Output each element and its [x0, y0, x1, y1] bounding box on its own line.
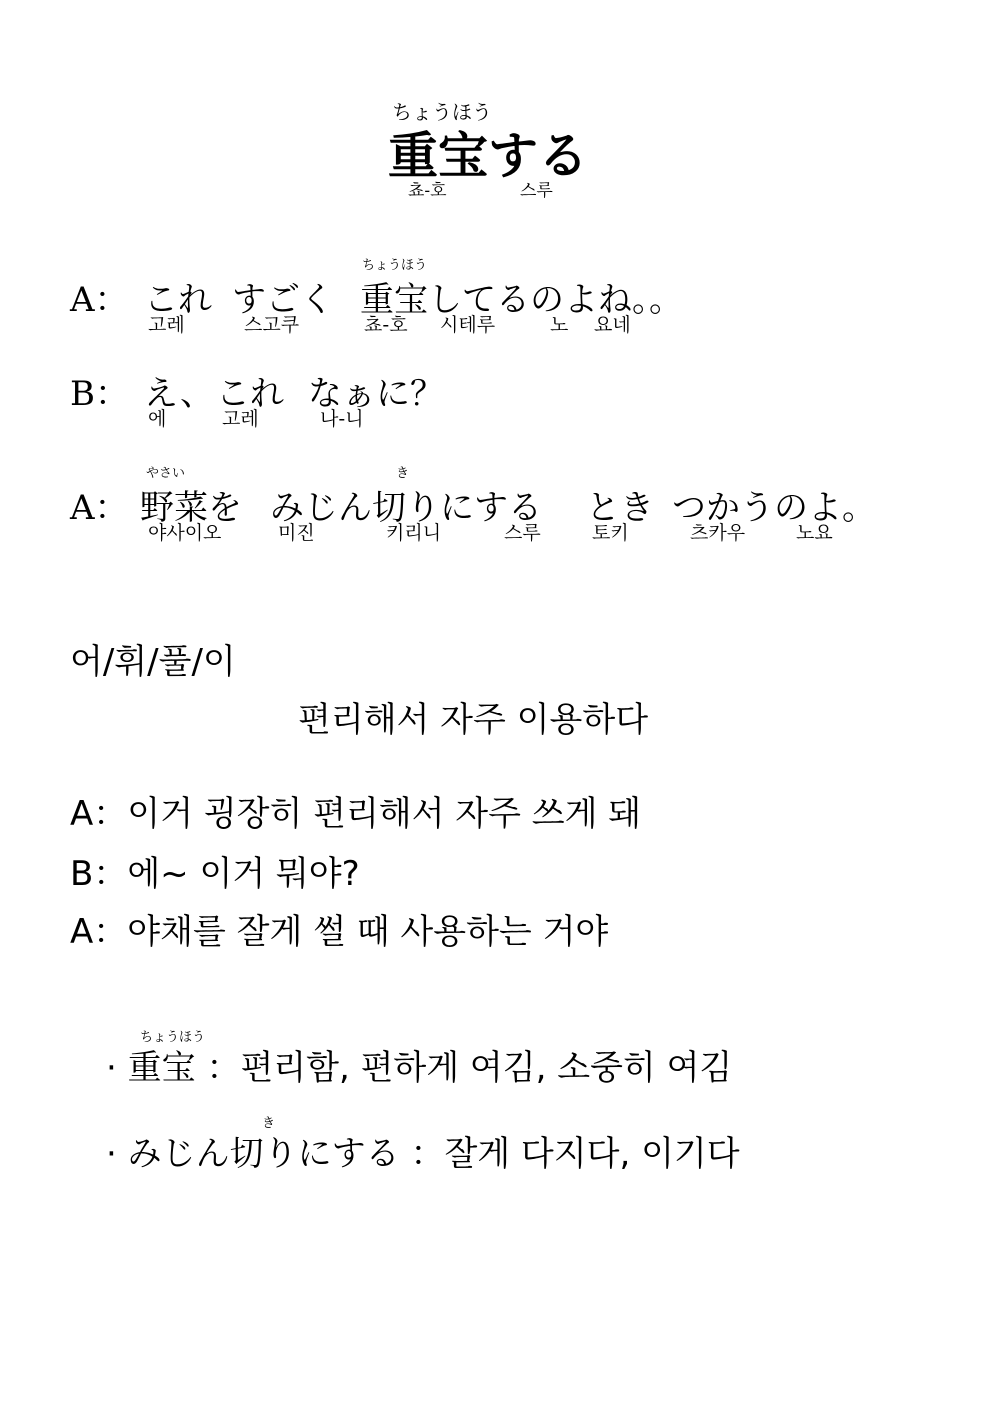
- line3-ruby1: やさい: [146, 466, 186, 481]
- translation-text: 에~ 이거 뭐야?: [127, 854, 360, 894]
- vocab-term: みじん切りにする: [127, 1134, 400, 1174]
- line3-reading2: 미진: [278, 522, 315, 544]
- line3-reading6: 츠카우: [690, 522, 746, 544]
- title-ruby: ちょうほう: [392, 100, 492, 124]
- vocab-heading: 어/휘/풀/이: [70, 642, 236, 682]
- line1-reading4: 시테루: [440, 314, 496, 336]
- line2-reading1: 에: [148, 408, 167, 430]
- line3-reading1: 야사이오: [148, 522, 222, 544]
- line2-seg1: え、: [144, 374, 215, 414]
- line3-speaker: A：: [70, 488, 129, 528]
- vocab-separator: ：: [410, 1134, 445, 1174]
- line1-reading1: 고레: [148, 314, 185, 336]
- vocab-definition: 편리함, 편하게 여김, 소중히 여김: [240, 1048, 733, 1088]
- line1-reading5: 노: [550, 314, 569, 336]
- vocab-meaning: 편리해서 자주 이용하다: [298, 700, 649, 740]
- vocab-separator: ：: [206, 1048, 241, 1088]
- line1-reading3: 쵸-호: [364, 314, 408, 336]
- line3-reading3: 키리니: [386, 522, 442, 544]
- vocab-item-1: [106, 1040, 732, 1089]
- translation-speaker: B：: [70, 854, 128, 894]
- translation-speaker: A：: [70, 794, 128, 834]
- vocab-item-2: [106, 1126, 740, 1175]
- vocab-definition: 잘게 다지다, 이기다: [444, 1134, 740, 1174]
- line2-reading3: 나-니: [320, 408, 364, 430]
- line3-reading7: 노요: [796, 522, 833, 544]
- translation-speaker: A：: [70, 912, 128, 952]
- line3-seg4: つかうのよ。: [672, 488, 876, 528]
- translation-line-3: [70, 904, 608, 953]
- title-kanji: 重宝: [388, 126, 488, 185]
- bullet: ·: [106, 1134, 117, 1174]
- line1-ruby: ちょうほう: [362, 258, 428, 273]
- line3-reading4: 스루: [504, 522, 541, 544]
- line2-seg2: これ: [216, 374, 284, 414]
- title-reading-2: 스루: [520, 181, 553, 201]
- vocab-term: 重宝: [127, 1048, 196, 1088]
- line1-speaker: A：: [70, 280, 129, 320]
- line3-seg2: みじん切りにする: [270, 488, 542, 528]
- line3-reading5: 토키: [592, 522, 629, 544]
- line3-seg1: 野菜を: [140, 488, 242, 528]
- translation-line-1: [70, 786, 641, 835]
- title-kana: する: [488, 126, 588, 185]
- line2-speaker: B：: [70, 374, 129, 414]
- vocab-item2-ruby: き: [262, 1116, 276, 1131]
- line2-reading2: 고레: [222, 408, 259, 430]
- line1-reading2: 스고쿠: [244, 314, 300, 336]
- line3-seg3: とき: [586, 488, 654, 528]
- bullet: ·: [106, 1048, 117, 1088]
- title-reading-1: 쵸-호: [408, 181, 447, 201]
- line2-seg3: なぁに？: [308, 374, 444, 414]
- line3-ruby2: き: [396, 466, 410, 481]
- line1-seg2: すごく: [232, 280, 334, 320]
- translation-text: 이거 굉장히 편리해서 자주 쓰게 돼: [127, 794, 642, 834]
- line1-reading6: 요네: [594, 314, 631, 336]
- translation-text: 야채를 잘게 썰 때 사용하는 거야: [127, 912, 609, 952]
- line1-seg1: これ: [144, 280, 212, 320]
- translation-line-2: [70, 846, 360, 895]
- line1-seg3: 重宝してるのよね。。: [360, 280, 683, 320]
- vocab-item1-ruby: ちょうほう: [140, 1030, 206, 1045]
